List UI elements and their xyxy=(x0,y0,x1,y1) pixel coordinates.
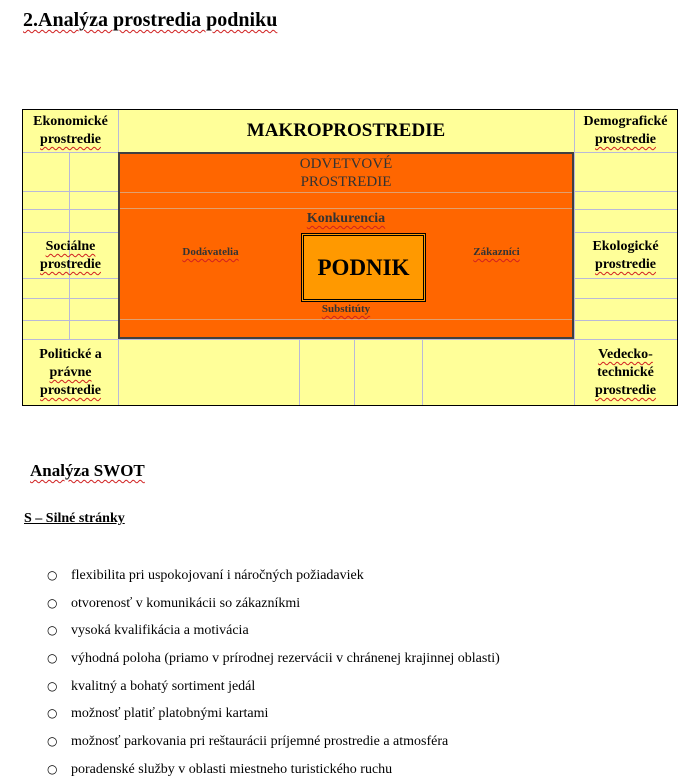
hollow-circle-bullet-icon: ○ xyxy=(47,596,58,610)
hollow-circle-bullet-icon: ○ xyxy=(47,568,58,582)
industry-environment-box xyxy=(118,152,574,339)
list-item: ○ flexibilita pri uspokojovaní i náročných požiadaviek xyxy=(47,565,364,585)
hollow-circle-bullet-icon: ○ xyxy=(47,706,58,720)
environment-diagram xyxy=(22,109,678,406)
suppliers-label: Dodávatelia xyxy=(182,246,239,258)
company-box: PODNIK xyxy=(301,233,426,302)
list-item: ○ možnosť platiť platobnými kartami xyxy=(47,703,268,723)
hollow-circle-bullet-icon: ○ xyxy=(47,762,58,776)
list-item: ○ otvorenosť v komunikácii so zákazníkmi xyxy=(47,593,300,613)
macro-environment-title: MAKROPROSTREDIE xyxy=(246,120,446,141)
hollow-circle-bullet-icon: ○ xyxy=(47,679,58,693)
list-item: ○ možnosť parkovania pri reštaurácii príjemné prostredie a atmosféra xyxy=(47,731,448,751)
political-legal-environment-label: Politické a právne prostredie xyxy=(39,347,102,398)
industry-environment-label: ODVETVOVÉ PROSTREDIE xyxy=(299,156,393,190)
swot-heading: Analýza SWOT xyxy=(30,461,145,480)
page-heading: 2.Analýza prostredia podniku xyxy=(23,9,278,31)
demographic-environment-label: Demografické prostredie xyxy=(583,114,668,147)
list-item: ○ výhodná poloha (priamo v prírodnej rezervácii v chránenej krajinnej oblasti) xyxy=(47,648,500,668)
hollow-circle-bullet-icon: ○ xyxy=(47,651,58,665)
economic-environment-label: Ekonomické prostredie xyxy=(33,114,108,147)
competition-label: Konkurencia xyxy=(306,211,386,226)
social-environment-label: Sociálne prostredie xyxy=(40,239,101,272)
list-item: ○ vysoká kvalifikácia a motivácia xyxy=(47,620,249,640)
ecological-environment-label: Ekologické prostredie xyxy=(592,239,659,272)
scientific-technical-environment-label: Vedecko- technické prostredie xyxy=(595,347,656,398)
customers-label: Zákazníci xyxy=(473,246,520,258)
substitutes-label: Substitúty xyxy=(321,303,371,315)
strengths-heading: S – Silné stránky xyxy=(24,511,125,526)
list-item: ○ kvalitný a bohatý sortiment jedál xyxy=(47,676,255,696)
hollow-circle-bullet-icon: ○ xyxy=(47,734,58,748)
list-item: ○ poradenské služby v oblasti miestneho turistického ruchu xyxy=(47,759,392,779)
hollow-circle-bullet-icon: ○ xyxy=(47,623,58,637)
